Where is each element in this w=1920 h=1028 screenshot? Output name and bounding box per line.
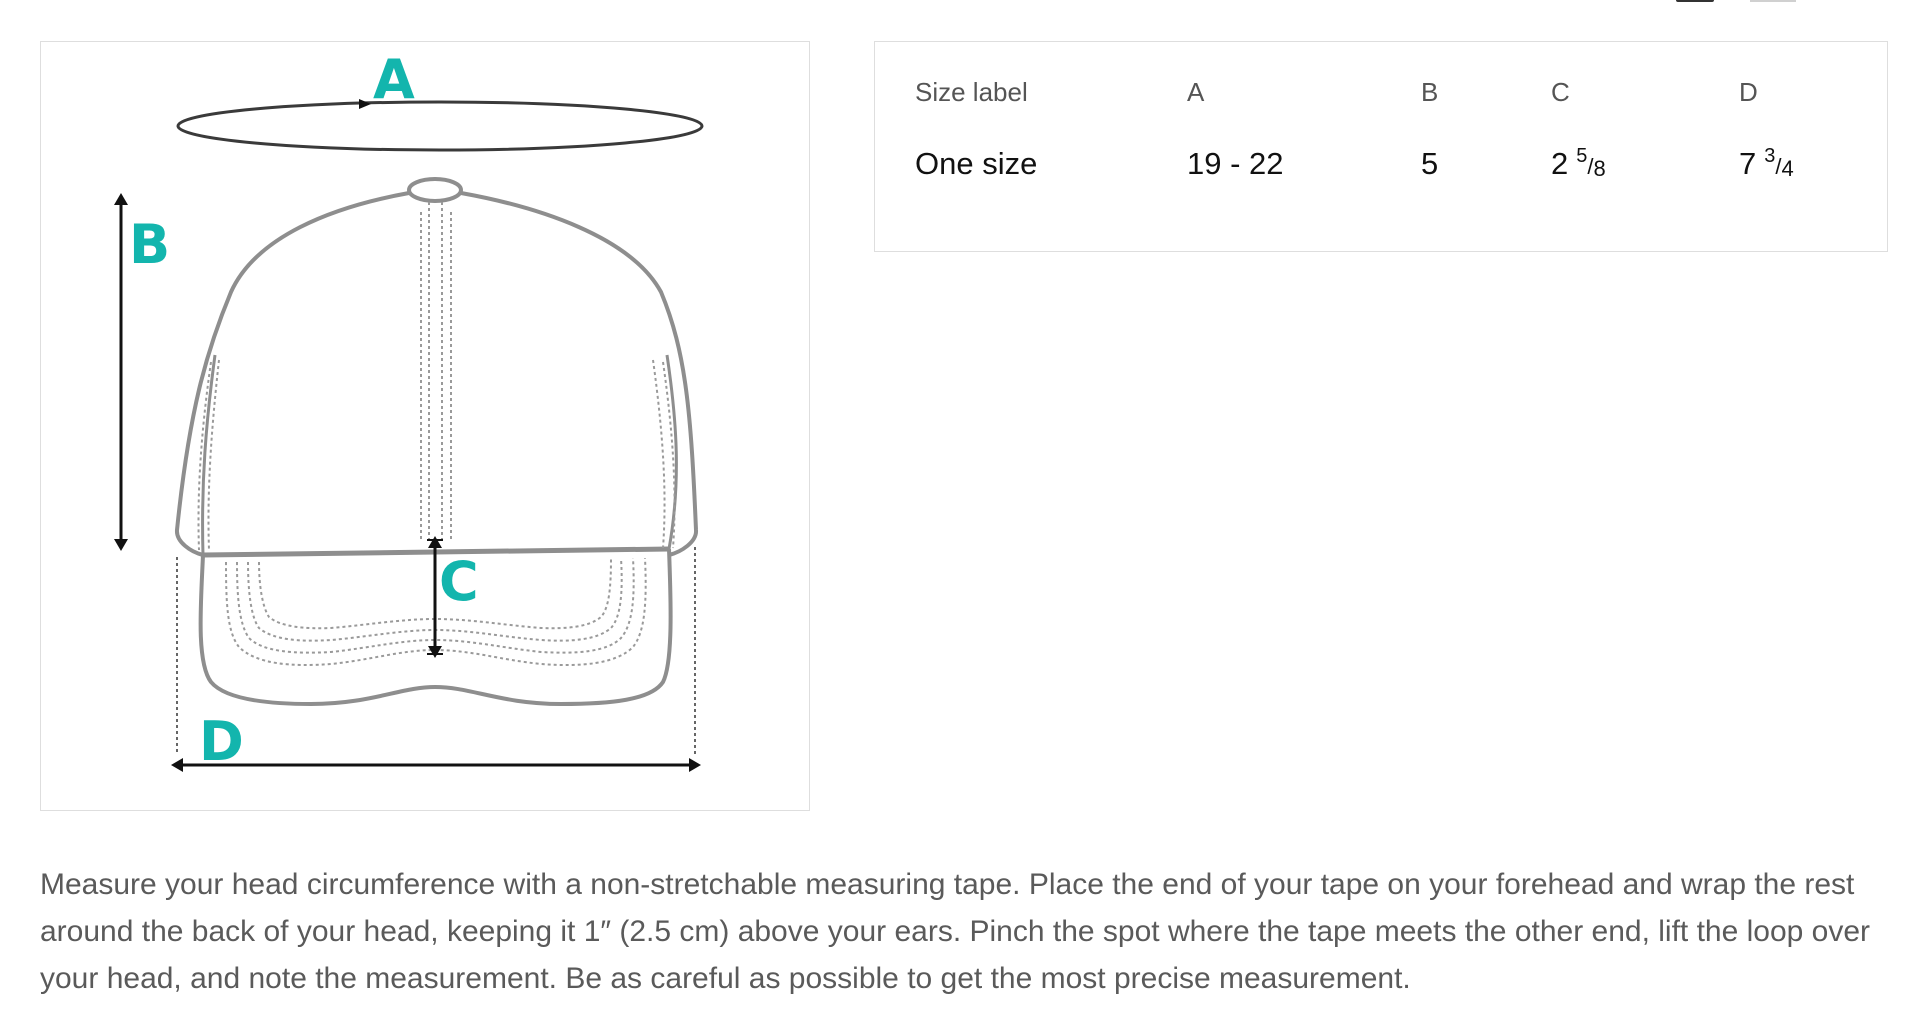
top-edge-button[interactable] [1676,0,1714,2]
cap-illustration [41,42,809,810]
dimension-letter-c: C [439,550,479,613]
fraction-whole: 2 [1551,146,1569,181]
table-row [915,142,1859,246]
circumference-ellipse [178,99,702,150]
cell-size-label: One size [915,146,1038,181]
header-a: A [1187,76,1205,107]
cell-a: 19 - 22 [1187,146,1284,181]
header-b: B [1421,76,1439,107]
fraction-whole: 7 [1739,146,1757,181]
header-size-label: Size label [915,76,1028,107]
fraction-numerator: 3 [1764,145,1776,167]
crown-height-arrow [114,193,128,551]
cell-c [1551,142,1739,246]
cell-d [1739,142,1859,246]
cap-size-diagram [40,41,810,811]
dimension-letter-b: B [129,213,171,276]
header-c: C [1551,76,1570,107]
fraction-denominator: 4 [1781,156,1794,181]
size-table-header-row [915,42,1859,142]
cell-b: 5 [1421,146,1439,181]
dimension-letter-d: D [199,710,244,773]
fraction-d: 7 $^3/_4$ [1739,145,1794,181]
fraction-numerator: 5 [1576,145,1588,167]
measuring-instructions: Measure your head circumference with a non-stretchable measuring tape. Place the end of your tape on your forehead and wrap the rest around the back of your head, keeping it 1″ (2.5 cm) above your ears. Pinch the spot where the tape meets the other end, lift the loop over your head, and note the measurement. Be as careful as possible to get the most precise measurement. [40,868,1871,995]
top-edge-button[interactable] [1750,0,1796,2]
fraction-denominator: 8 [1593,156,1606,181]
fraction-c: 2 $^5/_8$ [1551,145,1606,181]
top-edge-controls [1676,0,1826,2]
dimension-letter-a: A [373,48,415,111]
size-table-card [874,41,1888,252]
size-table [915,42,1859,246]
crown-stitching [199,202,675,550]
header-d: D [1739,76,1758,107]
cap-crown [177,179,696,555]
